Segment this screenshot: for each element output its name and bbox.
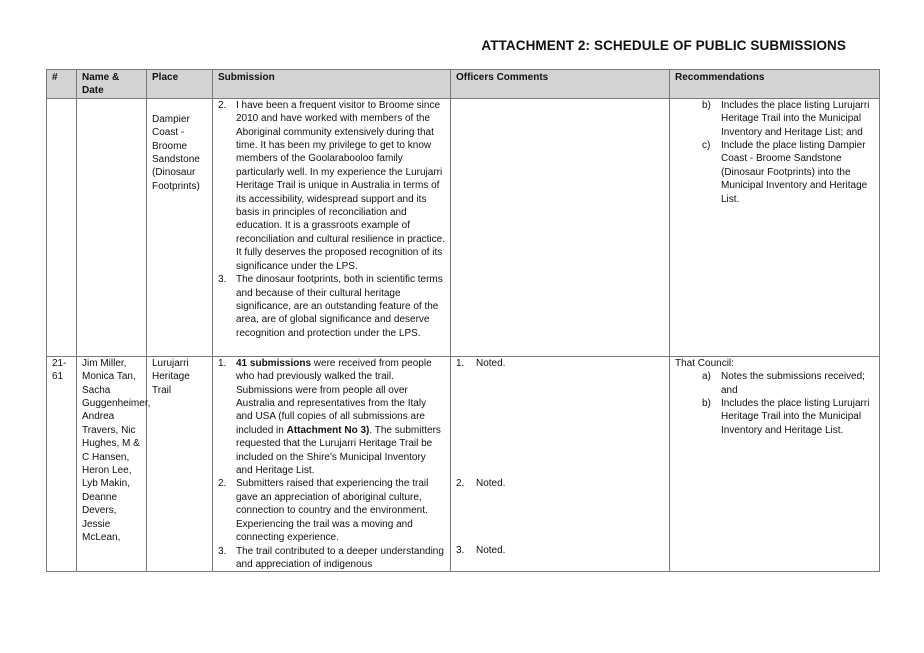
submission-item: [218, 273, 445, 340]
recommendation-item: [675, 397, 874, 437]
submission-item: [218, 477, 445, 544]
recommendation-item: [675, 370, 874, 397]
item-letter: c): [702, 140, 711, 152]
item-text: The dinosaur footprints, both in scientific terms and because of their cultural heritage significance, are an outstanding feature of the area, are of global significance and deserve recognition and protection under the LPS.: [236, 274, 443, 339]
column-header-submission: Submission: [213, 70, 451, 99]
item-letter: b): [702, 398, 711, 410]
recommendation-lead: That Council:: [675, 357, 734, 369]
header-row: [47, 70, 880, 99]
item-text: Includes the place listing Lurujarri Heritage Trail into the Municipal Inventory and Heritage List; and: [721, 99, 870, 138]
table-row: [47, 98, 880, 356]
submission-item: [218, 99, 445, 273]
item-letter: a): [702, 371, 711, 383]
item-text: I have been a frequent visitor to Broome since 2010 and have worked with members of the Aboriginal community extensively during that time. It has been my privilege to get to know members of the Goolarabooloo family particularly well. In my experience the Lurujarri Heritage Trail is unique in Australia in terms of its accessibility, widespread support and its basis in principles of reconciliation and education. It is a grassroots example of reconciliation and cultural resilience in practice. It fully deserves the proposed recognition of its significance under the LPS.: [236, 99, 445, 272]
item-letter: b): [702, 99, 711, 111]
cell-number: [47, 98, 77, 356]
submission-item: [218, 545, 445, 572]
cell-recommendations: [670, 98, 880, 356]
cell-officers-comments: [451, 98, 670, 356]
item-bold-text: 41 submissions: [236, 357, 312, 369]
comment-item: [456, 544, 505, 557]
item-number: 2.: [218, 478, 227, 490]
item-text: Notes the submissions received; and: [721, 371, 865, 396]
column-header-number: #: [47, 70, 77, 99]
column-header-name-date: Name & Date: [77, 70, 147, 99]
item-text: Includes the place listing Lurujarri Heritage Trail into the Municipal Inventory and Heritage List.: [721, 398, 870, 436]
comment-item: [456, 357, 505, 370]
item-text: Include the place listing Dampier Coast - Broome Sandstone (Dinosaur Footprints) into the Municipal Inventory and Heritage List.: [721, 140, 868, 205]
cell-place: Dampier Coast - Broome Sandstone (Dinosaur Footprints): [147, 98, 213, 356]
submission-item: [218, 357, 445, 478]
cell-officers-comments: [451, 356, 670, 572]
item-text-continued: . The submitters requested that the Lurujarri Heritage Trail be included on the Shire's Municipal Inventory and Heritage List.: [236, 424, 441, 477]
submissions-table: [46, 69, 880, 572]
column-header-officers-comments: Officers Comments: [451, 70, 670, 99]
cell-place: Lurujarri Heritage Trail: [147, 356, 213, 572]
cell-name-date: Jim Miller, Monica Tan, Sacha Guggenheimer, Andrea Travers, Nic Hughes, M & C Hansen, Heron Lee, Lyb Makin, Deanne Devers, Jessie McLean,: [77, 356, 147, 572]
item-number: 1.: [456, 357, 465, 369]
item-number: 3.: [456, 544, 465, 556]
column-header-recommendations: Recommendations: [670, 70, 880, 99]
item-text: The trail contributed to a deeper understanding and appreciation of indigenous: [236, 545, 444, 570]
table-row: [47, 356, 880, 572]
item-number: 2.: [456, 477, 465, 489]
page-title: ATTACHMENT 2: SCHEDULE OF PUBLIC SUBMISSIONS: [481, 38, 846, 53]
item-number: 3.: [218, 274, 227, 286]
item-text: Noted.: [476, 357, 506, 369]
item-text: Noted.: [476, 477, 506, 489]
cell-number: 21-61: [47, 356, 77, 572]
item-number: 3.: [218, 545, 227, 557]
recommendation-item: [675, 99, 874, 139]
column-header-place: Place: [147, 70, 213, 99]
item-number: 2.: [218, 99, 227, 111]
item-text: Noted.: [476, 544, 506, 556]
item-number: 1.: [218, 357, 227, 369]
item-text: were received from people who had previously walked the trail. Submissions were from people all over Australia and representatives from the Italy and USA (full copies of all submissions are included in: [236, 357, 432, 436]
attachment-reference: Attachment No 3): [286, 424, 370, 436]
item-text: Submitters raised that experiencing the trail gave an appreciation of aboriginal culture, connection to country and the environment. Experiencing the trail was a moving and connecting experience.: [236, 478, 429, 544]
comment-item: [456, 477, 505, 490]
cell-submission: [213, 98, 451, 356]
cell-name-date: [77, 98, 147, 356]
cell-recommendations: [670, 356, 880, 572]
recommendation-item: [675, 139, 874, 206]
cell-submission: [213, 356, 451, 572]
